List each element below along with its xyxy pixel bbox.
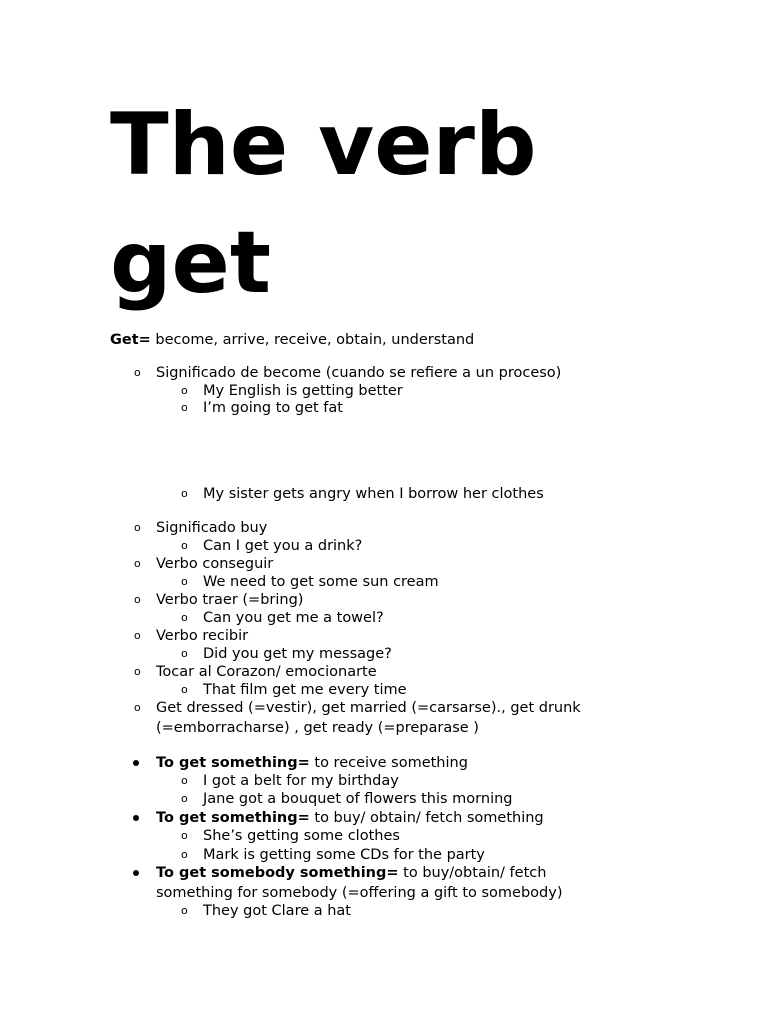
pattern-label: To get something= — [156, 755, 310, 771]
meaning-label: Verbo recibir — [156, 628, 249, 644]
title-line-2: get — [110, 213, 271, 313]
phrases-line-1: Get dressed (=vestir), get married (=carsarse)., get drunk — [156, 700, 581, 716]
section-become-heading: Significado de become (cuando se refiere a un proceso) — [156, 365, 562, 381]
meaning-example: That film get me every time — [203, 682, 407, 698]
list-bullet: o — [181, 829, 188, 842]
definition-text: become, arrive, receive, obtain, understand — [150, 332, 475, 348]
bullet-dot — [133, 870, 139, 876]
definition-line — [110, 331, 474, 349]
pattern-example: Mark is getting some CDs for the party — [203, 847, 485, 863]
list-bullet: o — [181, 792, 188, 805]
list-bullet: o — [181, 848, 188, 861]
phrases-line-2: (=emborracharse) , get ready (=preparase ) — [156, 720, 479, 736]
list-item: My English is getting better — [203, 383, 403, 399]
pattern-text: to buy/ obtain/ fetch something — [309, 810, 544, 826]
meaning-example: Can you get me a towel? — [203, 610, 384, 626]
pattern-heading — [156, 809, 544, 827]
page-title — [110, 86, 710, 322]
meaning-example: Did you get my message? — [203, 646, 392, 662]
bullet-dot — [133, 815, 139, 821]
pattern-label: To get something= — [156, 810, 310, 826]
meaning-example: We need to get some sun cream — [203, 574, 439, 590]
list-bullet: o — [134, 665, 141, 678]
meaning-label: Tocar al Corazon/ emocionarte — [156, 664, 377, 680]
list-item: I’m going to get fat — [203, 400, 343, 416]
list-bullet: o — [134, 521, 141, 534]
pattern-continuation: something for somebody (=offering a gift to somebody) — [156, 885, 563, 901]
meaning-label: Verbo traer (=bring) — [156, 592, 304, 608]
list-bullet: o — [181, 774, 188, 787]
pattern-example: She’s getting some clothes — [203, 828, 400, 844]
list-bullet: o — [134, 366, 141, 379]
list-bullet: o — [134, 701, 141, 714]
title-line-1: The verb — [110, 95, 537, 195]
list-bullet: o — [134, 629, 141, 642]
pattern-text: to buy/obtain/ fetch — [398, 865, 547, 881]
list-bullet: o — [181, 384, 188, 397]
list-bullet: o — [181, 611, 188, 624]
list-item: My sister gets angry when I borrow her clothes — [203, 486, 544, 502]
list-bullet: o — [181, 575, 188, 588]
list-bullet: o — [181, 683, 188, 696]
list-bullet: o — [181, 539, 188, 552]
pattern-example: They got Clare a hat — [203, 903, 351, 919]
pattern-heading — [156, 754, 468, 772]
list-bullet: o — [181, 401, 188, 414]
bullet-dot — [133, 760, 139, 766]
meaning-label: Verbo conseguir — [156, 556, 274, 572]
pattern-example: I got a belt for my birthday — [203, 773, 399, 789]
pattern-label: To get somebody something= — [156, 865, 399, 881]
list-bullet: o — [181, 647, 188, 660]
list-bullet: o — [181, 487, 188, 500]
definition-label: Get= — [110, 332, 151, 348]
pattern-text: to receive something — [309, 755, 468, 771]
meaning-example: Can I get you a drink? — [203, 538, 363, 554]
list-bullet: o — [134, 593, 141, 606]
list-bullet: o — [134, 557, 141, 570]
meaning-label: Significado buy — [156, 520, 268, 536]
list-bullet: o — [181, 904, 188, 917]
pattern-heading — [156, 864, 546, 882]
pattern-example: Jane got a bouquet of flowers this morning — [203, 791, 513, 807]
